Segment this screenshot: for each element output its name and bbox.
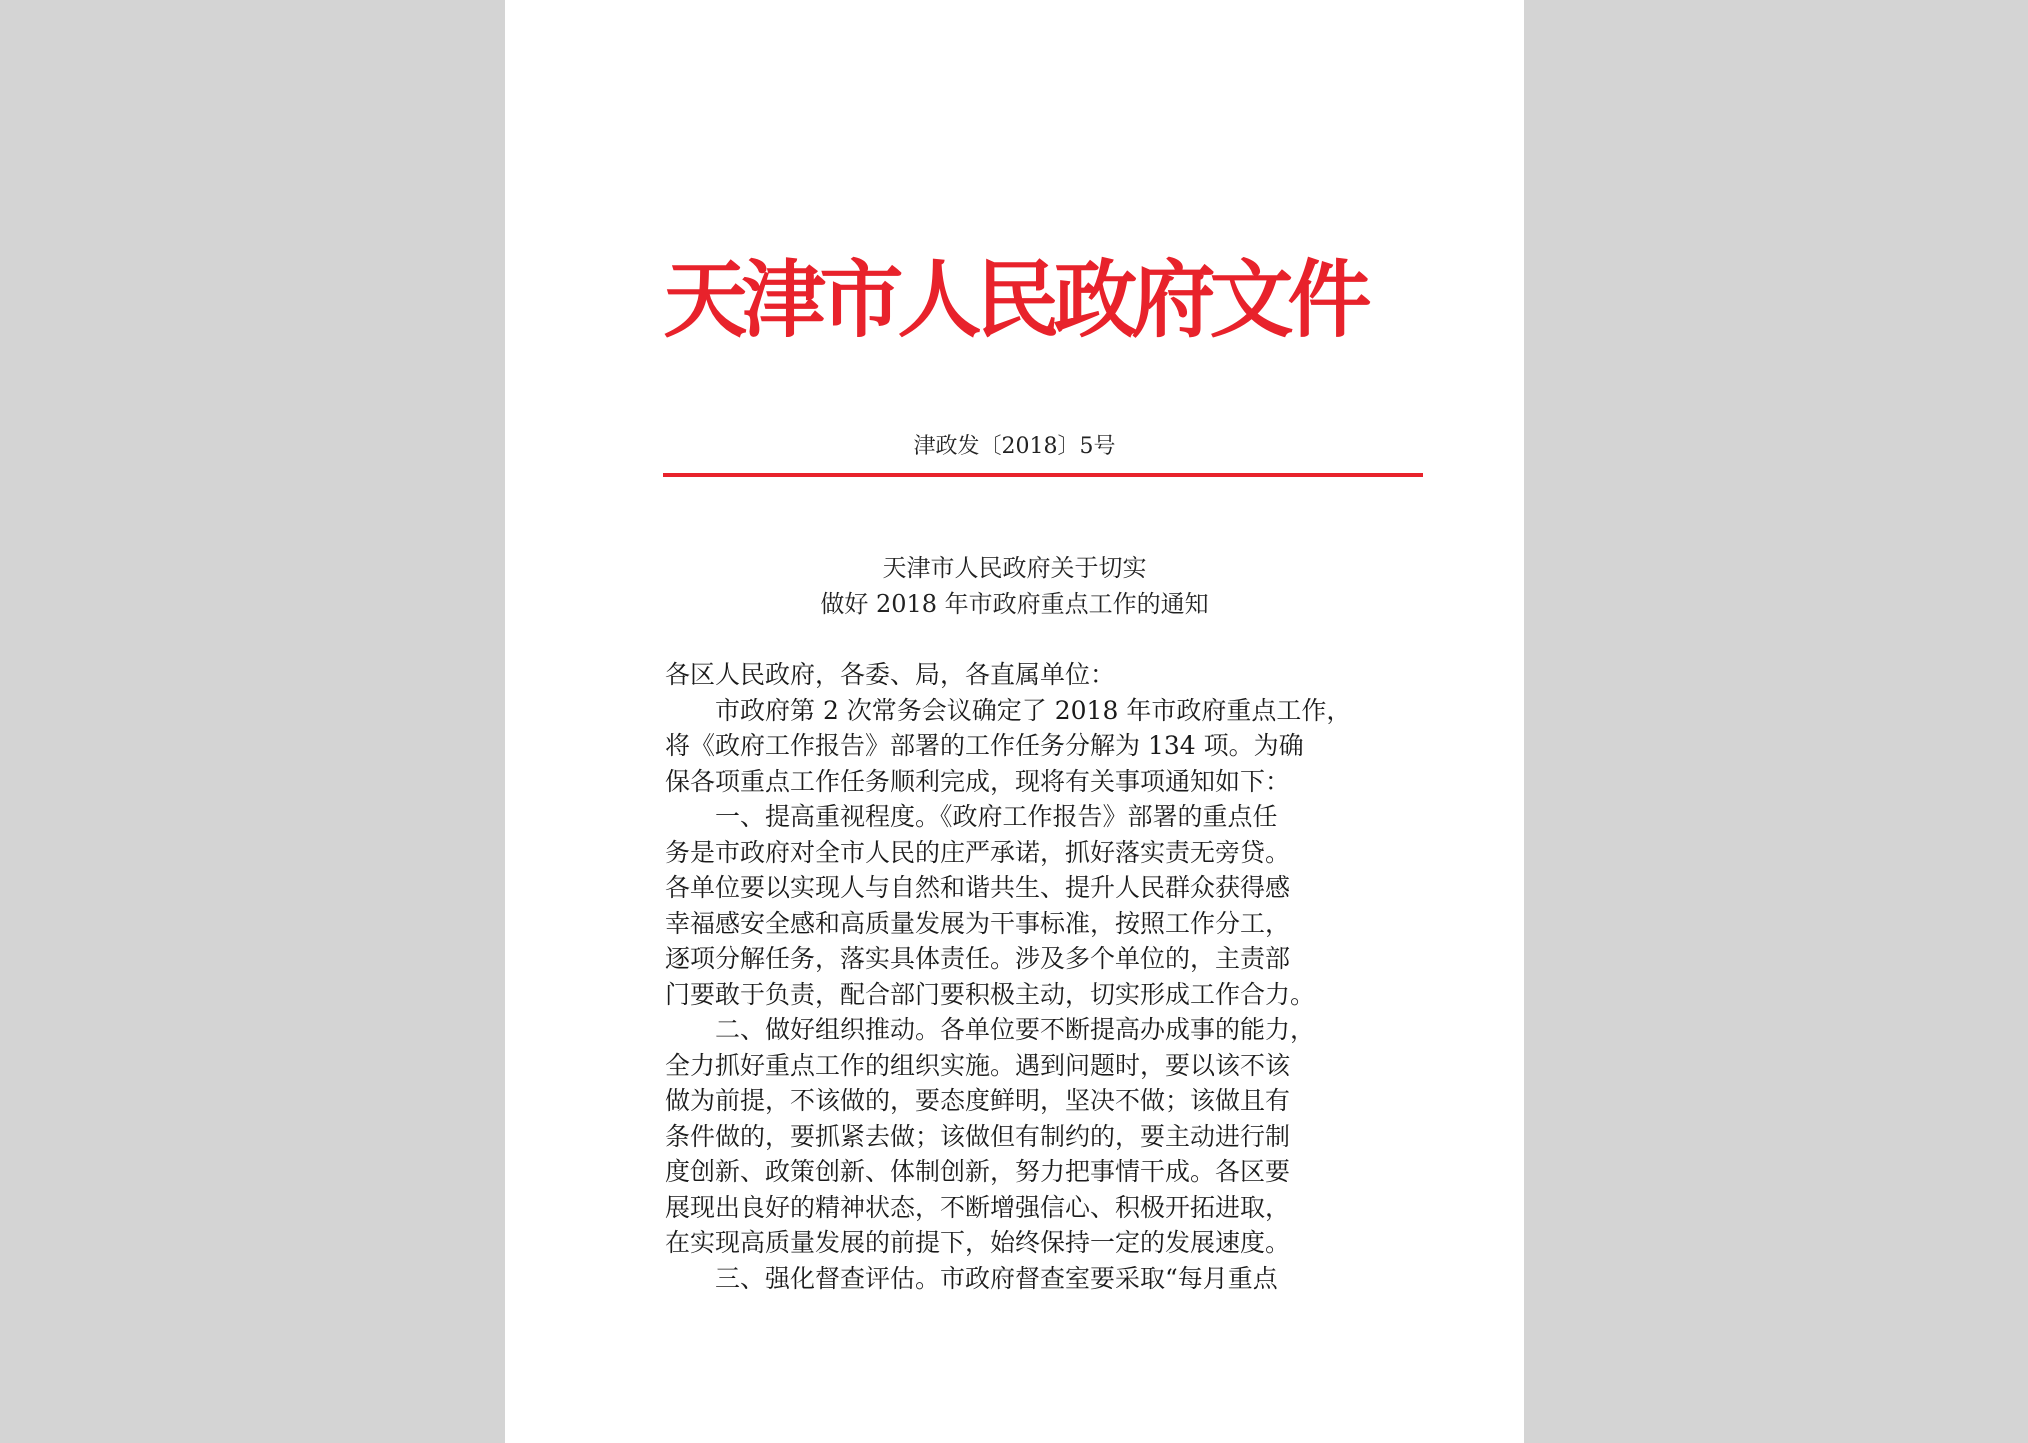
notice-body xyxy=(665,657,1425,1296)
body-line: 在实现高质量发展的前提下，始终保持一定的发展速度。 xyxy=(665,1228,1291,1257)
body-line: 做为前提，不该做的，要态度鲜明，坚决不做；该做且有 xyxy=(665,1086,1291,1115)
body-line: 各单位要以实现人与自然和谐共生、提升人民群众获得感 xyxy=(665,873,1291,902)
body-line: 门要敢于负责，配合部门要积极主动，切实形成工作合力。 xyxy=(665,979,1316,1009)
body-line: 一、提高重视程度。《政府工作报告》部署的重点任 xyxy=(715,802,1278,831)
notice-title-line-1: 天津市人民政府关于切实 xyxy=(882,554,1147,582)
salutation: 各区人民政府，各委、局，各直属单位： xyxy=(665,660,1116,689)
body-line: 全力抓好重点工作的组织实施。遇到问题时，要以该不该 xyxy=(665,1050,1291,1080)
body-line: 逐项分解任务，落实具体责任。涉及多个单位的，主责部 xyxy=(665,944,1291,973)
body-line: 展现出良好的精神状态，不断增强信心、积极开拓进取， xyxy=(665,1192,1291,1222)
body-line: 三、强化督查评估。市政府督查室要采取“每月重点 xyxy=(715,1263,1278,1293)
body-line: 保各项重点工作任务顺利完成，现将有关事项通知如下： xyxy=(665,766,1291,796)
document-number: 津政发〔2018〕5号 xyxy=(913,434,1116,459)
body-line: 二、做好组织推动。各单位要不断提高办成事的能力， xyxy=(715,1015,1316,1044)
red-divider-line xyxy=(663,473,1423,477)
notice-title-line-2: 做好 2018 年市政府重点工作的通知 xyxy=(820,590,1209,618)
body-line: 条件做的，要抓紧去做；该做但有制约的，要主动进行制 xyxy=(665,1121,1291,1151)
notice-title xyxy=(505,550,1524,622)
document-header-title: 天津市人民政府文件 xyxy=(663,251,1366,349)
body-line: 务是市政府对全市人民的庄严承诺，抓好落实责无旁贷。 xyxy=(665,837,1291,867)
body-line: 将《政府工作报告》部署的工作任务分解为 134 项。为确 xyxy=(665,731,1304,760)
document-page xyxy=(505,0,1524,1443)
body-line: 市政府第 2 次常务会议确定了 2018 年市政府重点工作， xyxy=(715,695,1352,725)
body-line: 度创新、政策创新、体制创新，努力把事情干成。各区要 xyxy=(665,1157,1291,1186)
body-line: 幸福感安全感和高质量发展为干事标准，按照工作分工， xyxy=(665,908,1291,938)
